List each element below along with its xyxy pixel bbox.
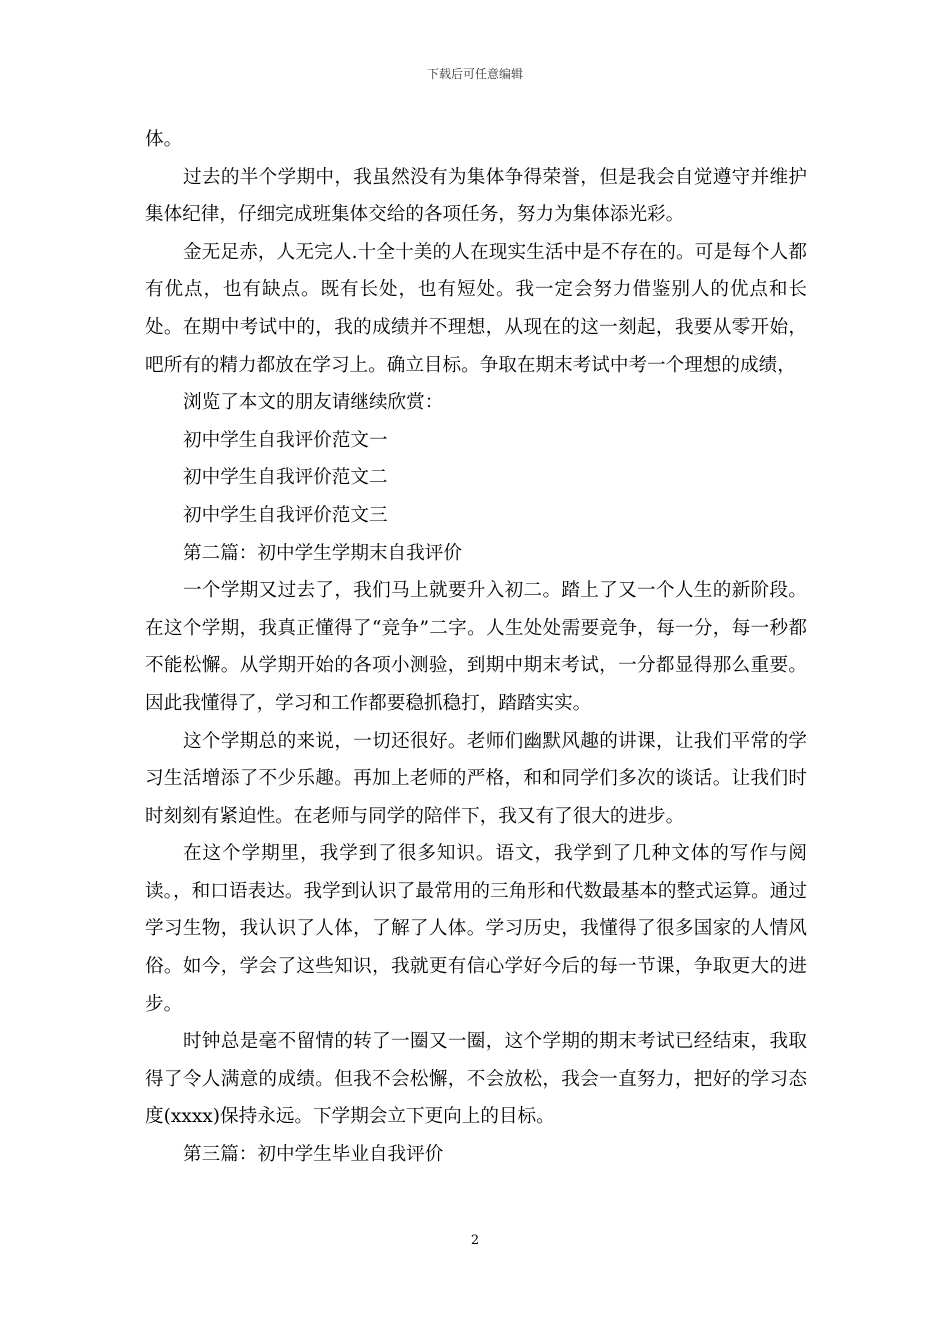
paragraph: 时钟总是毫不留情的转了一圈又一圈，这个学期的期末考试已经结束，我取得了令人满意的成绩。但我不会松懈，不会放松，我会一直努力，把好的学习态度(xxxx)保持永远。下学期会立下更向上的目标。 <box>145 1031 807 1128</box>
page-number: 2 <box>470 1233 480 1248</box>
page-header: 下载后可任意编辑 <box>426 67 523 81</box>
related-article-link: 初中学生自我评价范文一 <box>183 429 388 451</box>
paragraph: 浏览了本文的朋友请继续欣赏： <box>183 392 444 414</box>
paragraph: 在这个学期里，我学到了很多知识。语文，我学到了几种文体的写作与阅读。，和口语表达。我学到认识了最常用的三角形和代数最基本的整式运算。通过学习生物，我认识了人体，了解了人体。学习历史，我懂得了很多国家的人情风俗。如今，学会了这些知识，我就更有信心学好今后的每一节课，争取更大的进步。 <box>145 843 807 1015</box>
paragraph: 一个学期又过去了，我们马上就要升入初二。踏上了又一个人生的新阶段。在这个学期，我真正懂得了“竞争”二字。人生处处需要竞争，每一分，每一秒都不能松懈。从学期开始的各项小测验，到期中期末考试，一分都显得那么重要。因此我懂得了，学习和工作都要稳抓稳打，踏踏实实。 <box>145 580 807 714</box>
related-article-link: 初中学生自我评价范文三 <box>183 504 388 526</box>
paragraph: 金无足赤，人无完人.十全十美的人在现实生活中是不存在的。可是每个人都有优点，也有缺点。既有长处，也有短处。我一定会努力借鉴别人的优点和长处。在期中考试中的，我的成绩并不理想，从现在的这一刻起，我要从零开始，吧所有的精力都放在学习上。确立目标。争取在期末考试中考一个理想的成绩， <box>145 241 807 376</box>
section-heading: 第三篇：初中学生毕业自我评价 <box>183 1144 444 1166</box>
related-article-link: 初中学生自我评价范文二 <box>183 467 388 489</box>
paragraph-continuation: 体。 <box>145 129 183 150</box>
section-heading: 第二篇：初中学生学期末自我评价 <box>183 542 462 564</box>
document-body <box>145 121 807 1174</box>
paragraph: 这个学期总的来说，一切还很好。老师们幽默风趣的讲课，让我们平常的学习生活增添了不少乐趣。再加上老师的严格，和和同学们多次的谈话。让我们时时刻刻有紧迫性。在老师与同学的陪伴下，我又有了很大的进步。 <box>145 730 807 827</box>
paragraph: 过去的半个学期中，我虽然没有为集体争得荣誉，但是我会自觉遵守并维护集体纪律，仔细完成班集体交给的各项任务，努力为集体添光彩。 <box>145 166 807 226</box>
